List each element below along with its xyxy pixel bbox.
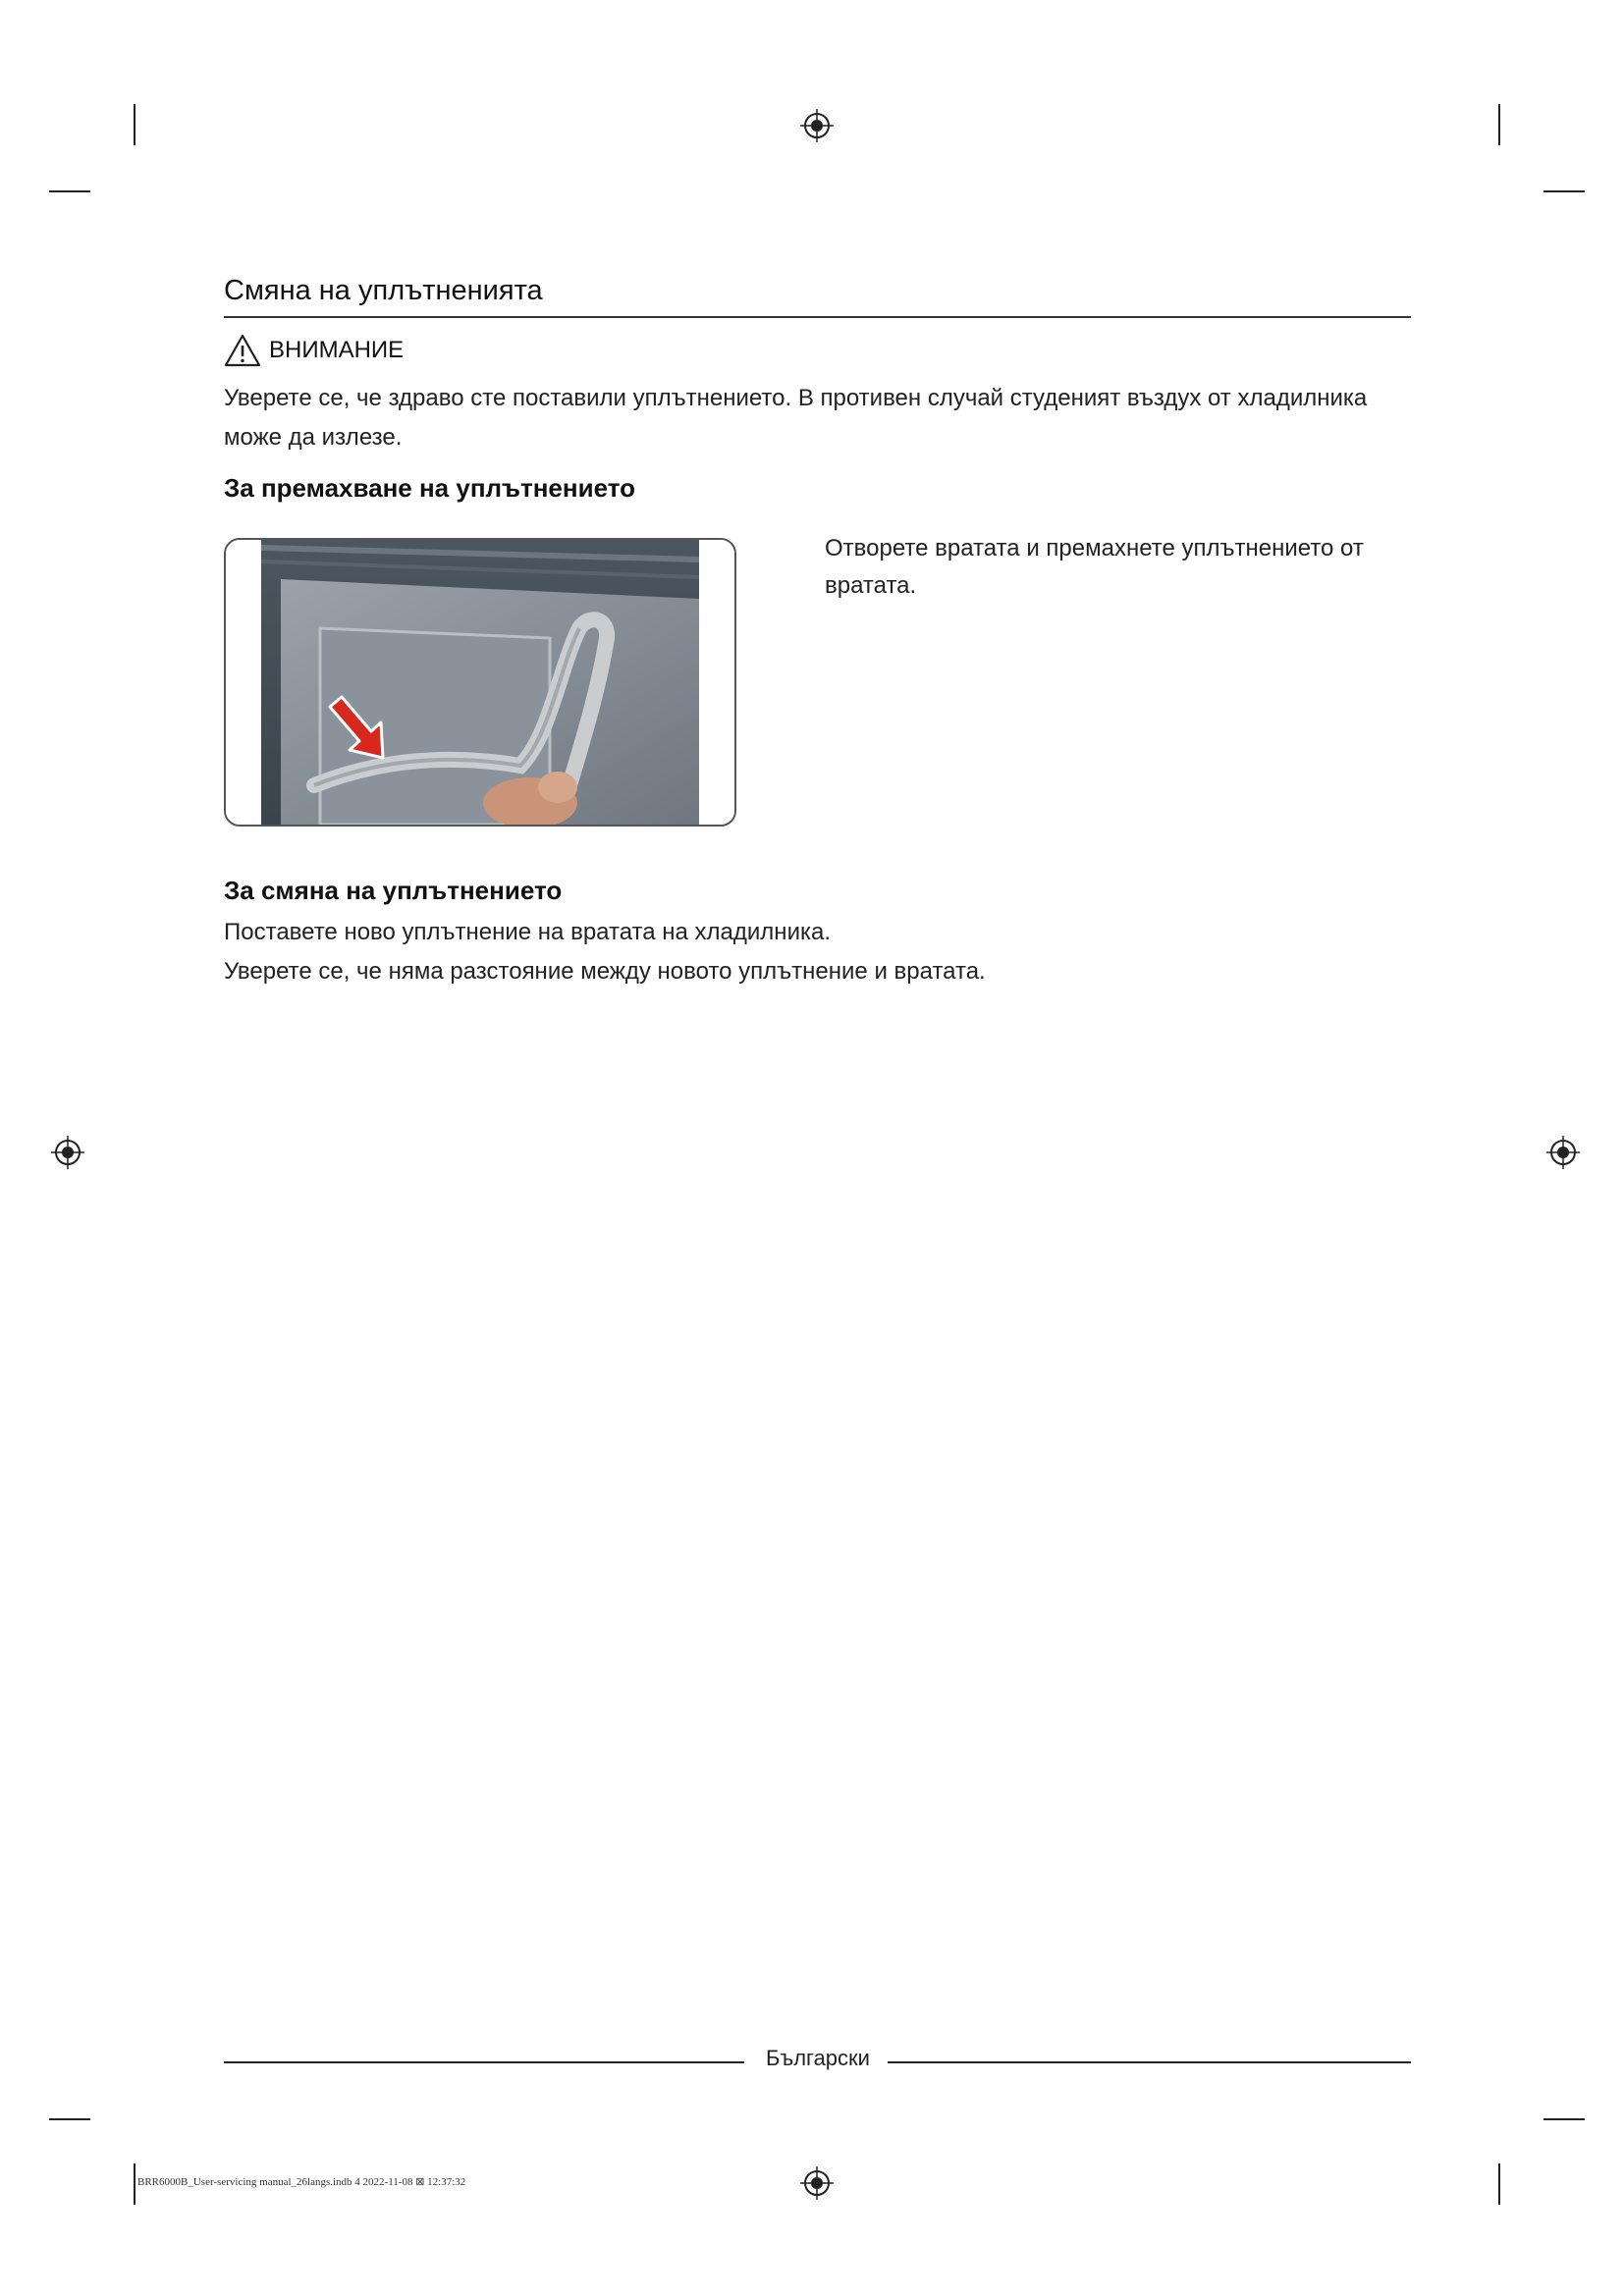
crop-mark-bottom-right <box>1498 2163 1500 2205</box>
footer-rule-left <box>224 2061 744 2063</box>
crop-mark-top-right <box>1498 104 1500 145</box>
remove-gasket-heading: За премахване на уплътнението <box>224 473 635 503</box>
remove-gasket-instruction: Отворете вратата и премахнете уплътнението от вратата. <box>825 535 1364 599</box>
crop-mark-top-left-h <box>49 190 90 192</box>
crop-mark-bottom-left <box>134 2163 135 2205</box>
crop-mark-bottom-left-h <box>49 2118 90 2120</box>
warning-triangle-icon <box>224 334 261 367</box>
crop-mark-top-left <box>134 104 135 145</box>
caution-heading <box>224 334 404 367</box>
registration-mark-bottom <box>800 2166 834 2200</box>
section-title: Смяна на уплътненията <box>224 275 543 306</box>
registration-mark-left <box>51 1136 84 1169</box>
caution-label: ВНИМАНИЕ <box>269 337 405 363</box>
replace-step-1: Поставете ново уплътнение на вратата на хладилника. <box>224 919 832 945</box>
crop-mark-top-right-h <box>1543 190 1585 192</box>
gasket-photo-illustration <box>226 540 734 825</box>
print-slug: BRR6000B_User-servicing manual_26langs.indb 4 2022-11-08 ⊠ 12:37:32 <box>137 2176 466 2188</box>
footer-rule-right <box>888 2061 1411 2063</box>
footer-language: Български <box>766 2046 870 2070</box>
crop-mark-bottom-right-h <box>1543 2118 1585 2120</box>
replace-step-2: Уверете се, че няма разстояние между новото уплътнение и вратата. <box>224 958 986 985</box>
caution-text: Уверете се, че здраво сте поставили уплътнението. В противен случай студеният въздух от хладилника може да излезе. <box>224 385 1368 451</box>
replace-gasket-heading: За смяна на уплътнението <box>224 876 563 905</box>
gasket-removal-photo <box>224 538 736 827</box>
title-divider <box>224 316 1411 318</box>
registration-mark-top <box>800 109 834 142</box>
registration-mark-right <box>1546 1136 1580 1169</box>
